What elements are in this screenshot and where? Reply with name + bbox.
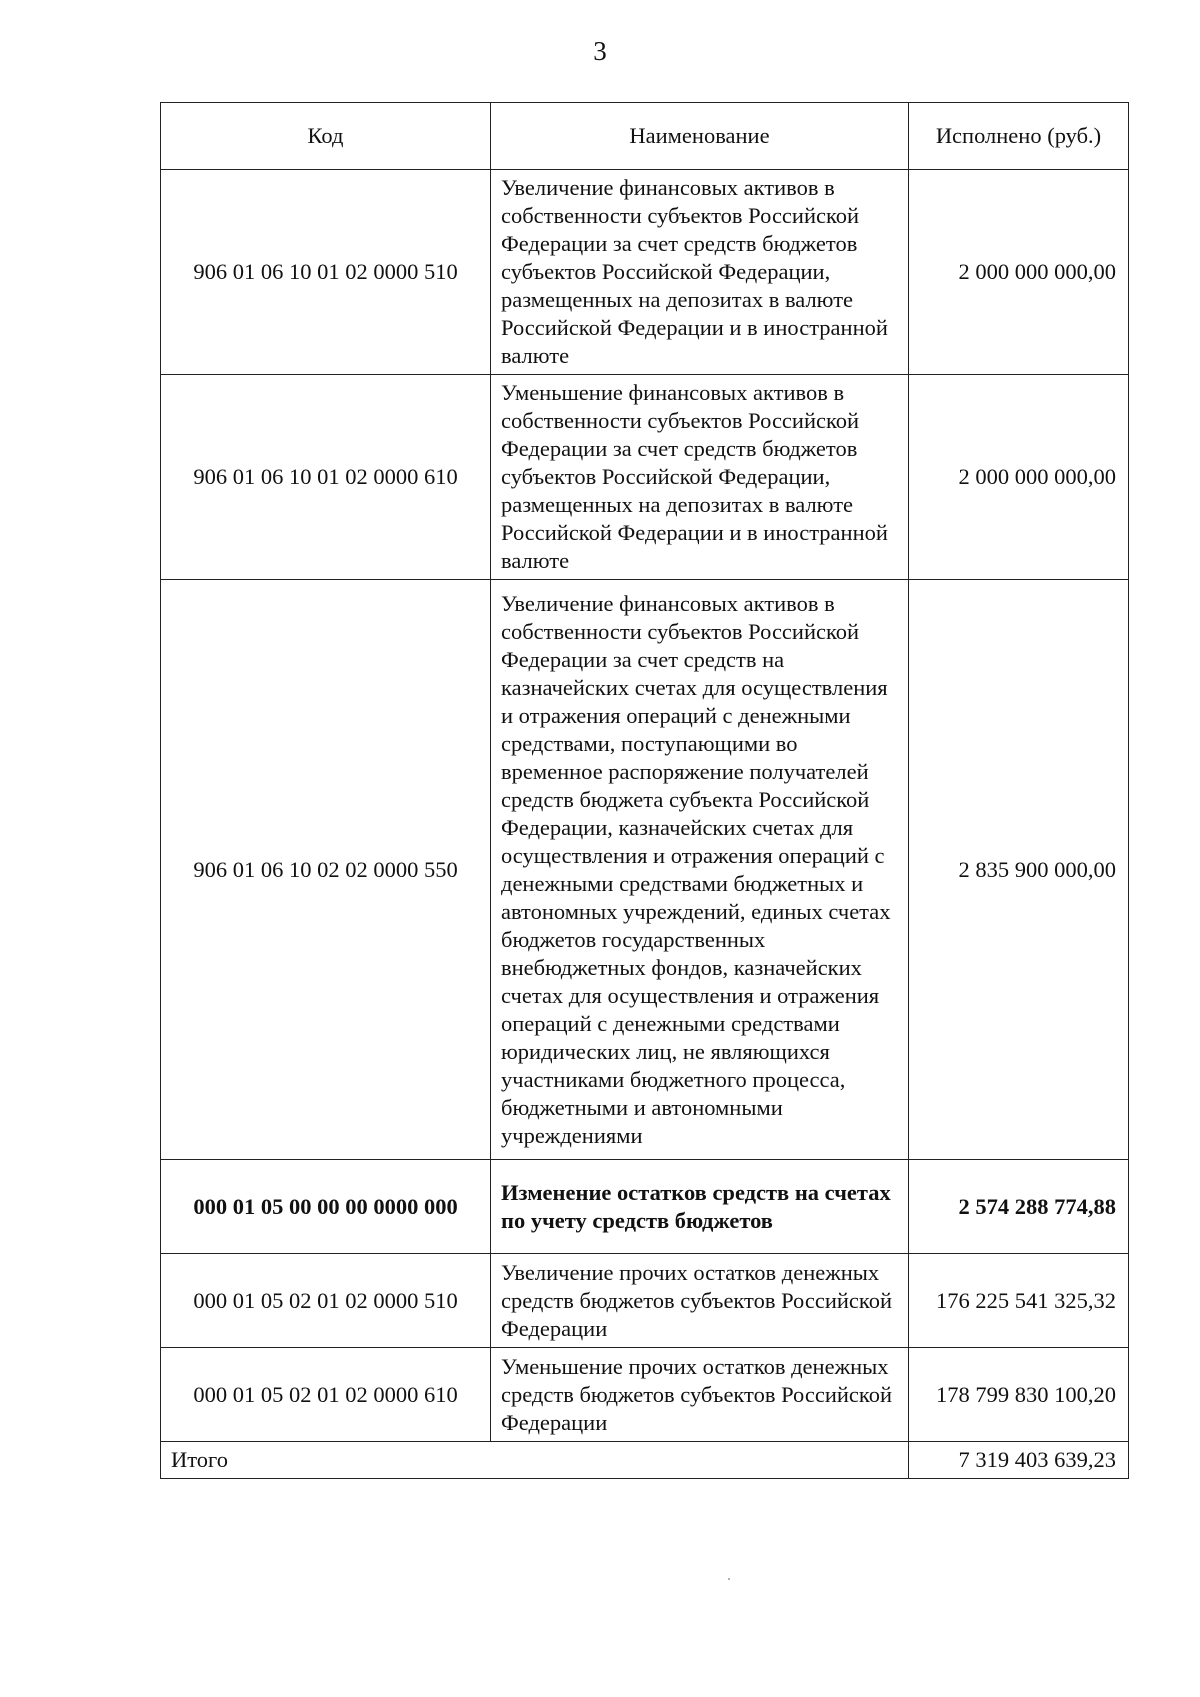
row-code: 906 01 06 10 02 02 0000 550: [161, 580, 491, 1160]
table-header-row: [161, 103, 1129, 170]
table-row: [161, 580, 1129, 1160]
header-code: Код: [161, 103, 491, 170]
total-row: [161, 1442, 1129, 1479]
row-name: Изменение остатков средств на счетах по учету средств бюджетов: [491, 1160, 909, 1254]
table-row: [161, 170, 1129, 375]
row-name: Увеличение финансовых активов в собственности субъектов Российской Федерации за счет средств на казначейских счетах для осуществления и отражения операций с денежными средствами, поступающими во временное распоряжение получателей средств бюджета субъекта Российской Федерации, казначейских счетах для осуществления и отражения операций с денежными средствами бюджетных и автономных учреждений, единых счетах бюджетов государственных внебюджетных фондов, казначейских счетах для осуществления и отражения операций с денежными средствами юридических лиц, не являющихся участниками бюджетного процесса, бюджетными и автономными учреждениями: [491, 580, 909, 1160]
row-code: 000 01 05 00 00 00 0000 000: [161, 1160, 491, 1254]
row-name: Уменьшение финансовых активов в собственности субъектов Российской Федерации за счет средств бюджетов субъектов Российской Федерации, размещенных на депозитах в валюте Российской Федерации и в иностранной валюте: [491, 375, 909, 580]
row-code: 000 01 05 02 01 02 0000 510: [161, 1254, 491, 1348]
header-amount: Исполнено (руб.): [909, 103, 1129, 170]
page-number: 3: [593, 36, 607, 66]
total-amount: 7 319 403 639,23: [909, 1442, 1129, 1479]
row-amount: 176 225 541 325,32: [909, 1254, 1129, 1348]
table-row: [161, 1160, 1129, 1254]
total-label: Итого: [161, 1442, 909, 1479]
scan-speck: [728, 1578, 730, 1580]
row-amount: 178 799 830 100,20: [909, 1348, 1129, 1442]
row-code: 000 01 05 02 01 02 0000 610: [161, 1348, 491, 1442]
row-code: 906 01 06 10 01 02 0000 510: [161, 170, 491, 375]
budget-table: [160, 102, 1129, 1479]
row-name: Увеличение финансовых активов в собственности субъектов Российской Федерации за счет средств бюджетов субъектов Российской Федерации, размещенных на депозитах в валюте Российской Федерации и в иностранной валюте: [491, 170, 909, 375]
row-amount: 2 000 000 000,00: [909, 375, 1129, 580]
row-name: Увеличение прочих остатков денежных средств бюджетов субъектов Российской Федерации: [491, 1254, 909, 1348]
row-amount: 2 835 900 000,00: [909, 580, 1129, 1160]
row-amount: 2 000 000 000,00: [909, 170, 1129, 375]
row-amount: 2 574 288 774,88: [909, 1160, 1129, 1254]
header-name: Наименование: [491, 103, 909, 170]
table-row: [161, 375, 1129, 580]
table-row: [161, 1348, 1129, 1442]
table-row: [161, 1254, 1129, 1348]
row-name: Уменьшение прочих остатков денежных средств бюджетов субъектов Российской Федерации: [491, 1348, 909, 1442]
row-code: 906 01 06 10 01 02 0000 610: [161, 375, 491, 580]
